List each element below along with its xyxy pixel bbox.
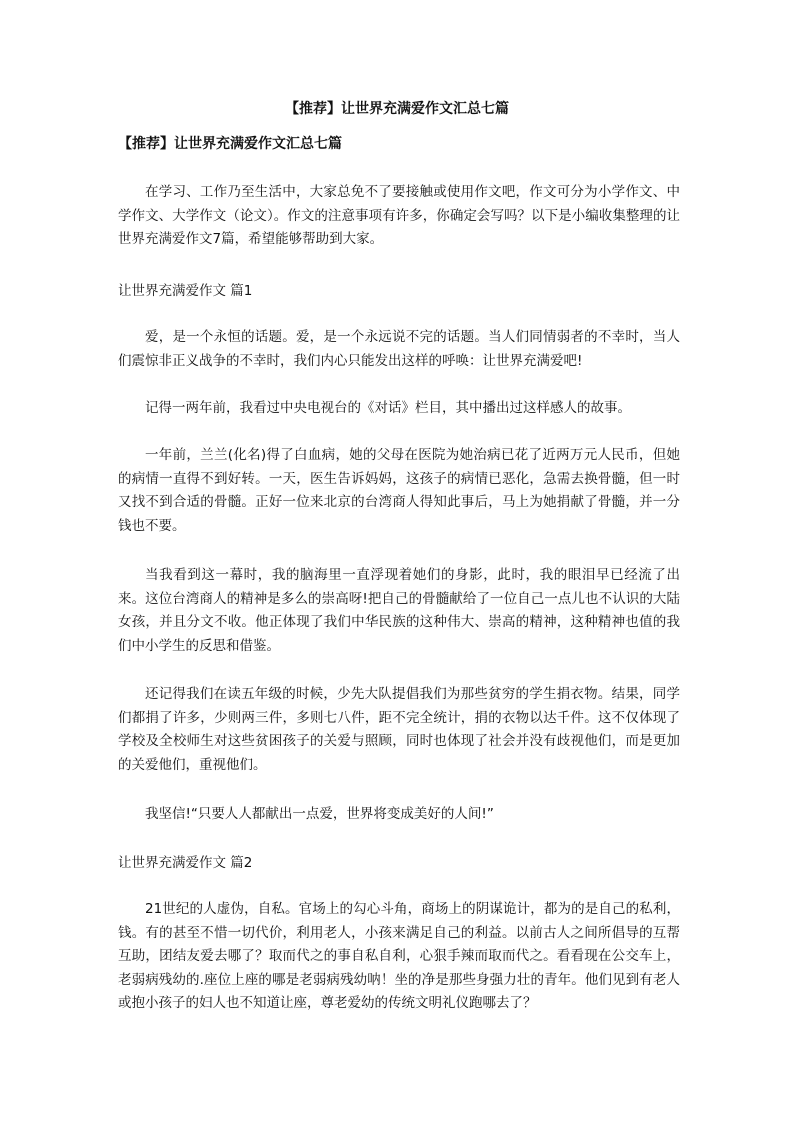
paragraph: 一年前，兰兰(化名)得了白血病，她的父母在医院为她治病已花了近两万元人民币，但她的病情一直得不到好转。一天，医生告诉妈妈，这孩子的病情已恶化，急需去换骨髓，但一时又找不到合适的骨髓。正好一位来北京的台湾商人得知此事后，马上为她捐献了骨髓，并一分钱也不要。 (118, 447, 680, 534)
paragraph: 我坚信!“只要人人都献出一点爱，世界将变成美好的人间!” (145, 806, 494, 822)
paragraph: 还记得我们在读五年级的时候，少先大队提倡我们为那些贫穷的学生捐衣物。结果，同学们都捐了许多，少则两三件，多则七八件，距不完全统计，捐的衣物以达千件。这不仅体现了学校及全校师生对这些贫困孩子的关爱与照顾，同时也体现了社会并没有歧视他们，而是更加的关爱他们，重视他们。 (118, 686, 680, 773)
paragraph: 爱，是一个永恒的话题。爱，是一个永远说不完的话题。当人们同情弱者的不幸时，当人们震惊非正义战争的不幸时，我们内心只能发出这样的呼唤：让世界充满爱吧! (118, 329, 680, 369)
intro-paragraph: 在学习、工作乃至生活中，大家总免不了要接触或使用作文吧，作文可分为小学作文、中学作文、大学作文（论文）。作文的注意事项有许多，你确定会写吗？以下是小编收集整理的让世界充满爱作文7篇，希望能够帮助到大家。 (118, 184, 680, 247)
document-subtitle: 【推荐】让世界充满爱作文汇总七篇 (118, 136, 342, 152)
paragraph: 记得一两年前，我看过中央电视台的《对话》栏目，其中播出过这样感人的故事。 (145, 400, 631, 416)
document-title: 【推荐】让世界充满爱作文汇总七篇 (285, 101, 509, 117)
paragraph: 21世纪的人虚伪，自私。官场上的勾心斗角，商场上的阴谋诡计，都为的是自己的私利，钱。有的甚至不惜一切代价，利用老人，小孩来满足自己的利益。以前古人之间所倡导的互帮互助，团结友爱去哪了？取而代之的事自私自利，心狠手辣而取而代之。看看现在公交车上，老弱病残幼的.座位上座的哪是老弱病残幼呐！坐的净是那些身强力壮的青年。他们见到有老人或抱小孩子的妇人也不知道让座，尊老爱幼的传统文明礼仪跑哪去了？ (118, 901, 680, 1011)
section-heading-2: 让世界充满爱作文 篇2 (118, 855, 253, 871)
paragraph: 当我看到这一幕时，我的脑海里一直浮现着她们的身影，此时，我的眼泪早已经流了出来。这位台湾商人的精神是多么的崇高呀!把自己的骨髓献给了一位自己一点儿也不认识的大陆女孩，并且分文不收。他正体现了我们中华民族的这种伟大、崇高的精神，这种精神也值的我们中小学生的反思和借鉴。 (118, 567, 680, 654)
section-heading-1: 让世界充满爱作文 篇1 (118, 283, 253, 299)
